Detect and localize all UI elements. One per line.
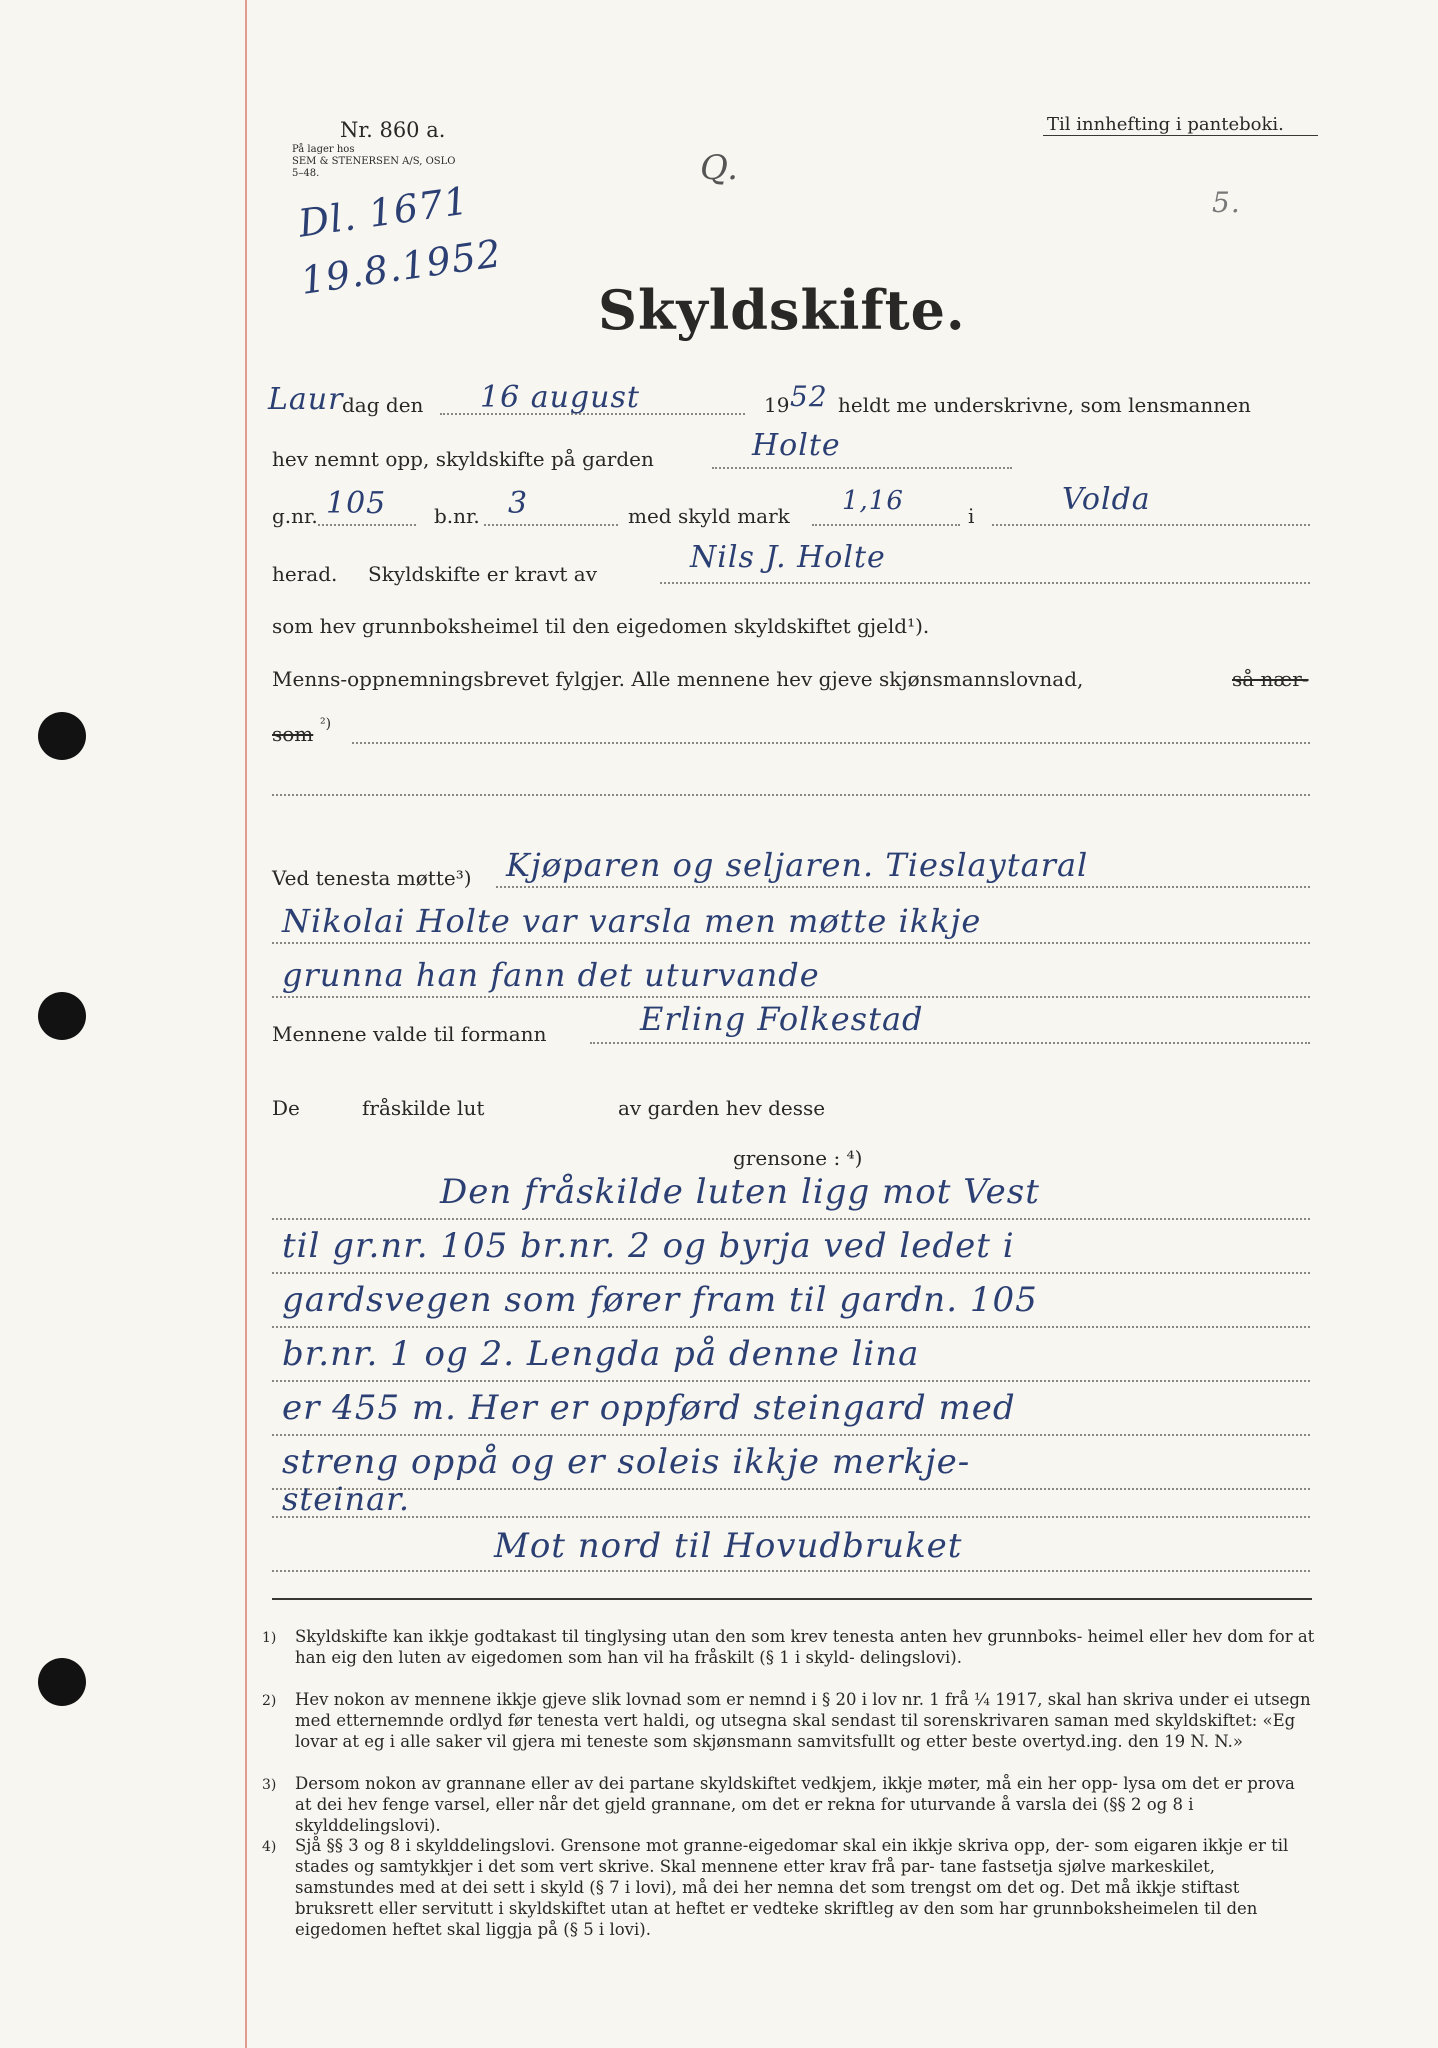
boundary-text-6: streng oppå og er soleis ikkje merkje- — [282, 1442, 971, 1482]
gnr-label: g.nr. — [272, 504, 318, 528]
footnote-ref-2: ²) — [320, 716, 332, 732]
footnote-4-number: 4) — [262, 1839, 277, 1855]
footnote-1-text: Skyldskifte kan ikkje godtakast til tinglysing utan den som krev tenesta anten hev grunnboks- heimel eller hev dom for at han eig den luten av eigedomen som han vil ha fråskilt (§ 1 i skyld- delingslovi). — [295, 1627, 1315, 1667]
heimel-text: som hev grunnboksheimel til den eigedomen skyldskiftet gjeld¹). — [272, 614, 930, 638]
footnote-rule — [272, 1598, 1312, 1600]
year-value: 52 — [790, 380, 828, 413]
boundary-line-7 — [272, 1516, 1310, 1518]
weekday-handwritten: Laur — [268, 382, 344, 417]
boundary-text-2: til gr.nr. 105 br.nr. 2 og byrja ved ledet i — [282, 1226, 1015, 1266]
footnote-3-text: Dersom nokon av grannane eller av dei partane skyldskiftet vedkjem, ikkje møter, må ein her opp- lysa om det er prova at dei hev fenge varsel, eller når det gjeld grannane, om det er rekna for uturvande å varsla dei (§§ 2 og 8 i skylddelingslovi). — [295, 1774, 1295, 1835]
farm-name: Holte — [752, 428, 841, 463]
punch-hole-bottom — [38, 1658, 86, 1706]
mote-text-3: grunna han fann det uturvande — [282, 956, 820, 994]
kravt-label: Skyldskifte er kravt av — [368, 562, 598, 586]
footnote-2-text: Hev nokon av mennene ikkje gjeve slik lovnad som er nemnd i § 20 i lov nr. 1 frå ¼ 1917, skal han skriva under ei utsegn med etternemnde ordlyd før tenesta vert haldi, og utsegna skal sendast til sorenskrivaren saman med skyldskiftet: «Eg lovar at eg i alle saker vil gjera mi teneste som skjønsmann samvitsfullt og etter beste overtyd.ing. den 19 N. N.» — [295, 1690, 1311, 1751]
boundary-text-3: gardsvegen som fører fram til gardn. 105 — [282, 1280, 1038, 1320]
top-right-note: Til innhefting i panteboki. — [1047, 114, 1284, 135]
farm-line — [712, 467, 1012, 469]
skyld-value: 1,16 — [842, 486, 904, 516]
boundary-line-4 — [272, 1380, 1310, 1382]
oppnemning-text: Menns-oppnemningsbrevet fylgjer. Alle mennene hev gjeve skjønsmannslovnad, — [272, 667, 1084, 691]
formann-value: Erling Folkestad — [640, 1000, 924, 1038]
av-garden-label: av garden hev desse — [618, 1096, 826, 1120]
kravt-value: Nils J. Holte — [690, 540, 886, 575]
herad-line — [992, 524, 1310, 526]
margin-line — [245, 0, 247, 2048]
mote-text-2: Nikolai Holte var varsla men møtte ikkje — [282, 902, 982, 940]
weekday-label: dag den — [342, 393, 424, 417]
mote-line-2 — [272, 942, 1310, 944]
struck-text-2: som — [272, 722, 314, 746]
footnote-1-number: 1) — [262, 1630, 277, 1646]
i-label: i — [968, 504, 975, 528]
boundary-text-4: br.nr. 1 og 2. Lengda på denne lina — [282, 1334, 920, 1374]
boundary-text-5: er 455 m. Her er oppførd steingard med — [282, 1388, 1016, 1428]
margin-mark-q: Q. — [700, 148, 739, 188]
boundary-text-8: Mot nord til Hovudbruket — [494, 1526, 963, 1566]
punch-hole-top — [38, 712, 86, 760]
year-prefix: 19 — [764, 393, 790, 417]
gnr-value: 105 — [326, 486, 387, 521]
bnr-value: 3 — [508, 486, 529, 521]
skyld-label: med skyld mark — [628, 504, 790, 528]
boundary-line-5 — [272, 1434, 1310, 1436]
document-title: Skyldskifte. — [598, 278, 966, 342]
empty-line-1 — [352, 742, 1310, 744]
de-label: De — [272, 1096, 300, 1120]
boundary-line-2 — [272, 1272, 1310, 1274]
grensone-label: grensone : ⁴) — [733, 1146, 863, 1170]
skyld-line — [812, 524, 960, 526]
mote-text-1: Kjøparen og seljaren. Tieslaytaral — [506, 846, 1089, 884]
boundary-text-7: steinar. — [282, 1480, 411, 1518]
gnr-line — [318, 524, 416, 526]
margin-mark-5: 5. — [1212, 186, 1241, 219]
farm-label: hev nemnt opp, skyldskifte på garden — [272, 447, 654, 471]
footnote-2-number: 2) — [262, 1693, 277, 1709]
boundary-line-8 — [272, 1570, 1310, 1572]
mote-line-1 — [496, 886, 1310, 888]
kravt-line — [660, 582, 1310, 584]
footnote-4-text: Sjå §§ 3 og 8 i skylddelingslovi. Grensone mot granne-eigedomar skal ein ikkje skriva opp, der- som eigaren ikkje er til stades og samtykkjer i det som vert skrive. Skal mennene etter krav frå par- tane fastsetja sjølve markeskilet, samstundes med at dei sett i skyld (§ 7 i lovi), må dei her nemna det som trengst om det og. Det må ikkje stiftast bruksrett eller servitutt i skyldskiftet utan at heftet er vedteke skriftleg av den som har grunnboksheimelen til den eigedomen heftet skal liggja på (§ 5 i lovi). — [295, 1836, 1289, 1939]
formann-label: Mennene valde til formann — [272, 1022, 547, 1046]
line1-text: heldt me underskrivne, som lensmannen — [838, 393, 1251, 417]
footnote-3-number: 3) — [262, 1777, 277, 1793]
printer-imprint: På lager hos SEM & STENERSEN A/S, OSLO 5–48. — [292, 144, 456, 179]
mote-line-3 — [272, 996, 1310, 998]
boundary-text-1: Den fråskilde luten ligg mot Vest — [440, 1172, 1040, 1212]
boundary-line-3 — [272, 1326, 1310, 1328]
reference-number: Dl. 1671 — [295, 178, 472, 246]
date-value: 16 august — [480, 380, 640, 415]
bnr-line — [484, 524, 618, 526]
formann-line — [590, 1042, 1310, 1044]
boundary-line-1 — [272, 1218, 1310, 1220]
empty-line-2 — [272, 794, 1310, 796]
form-number: Nr. 860 a. — [340, 118, 446, 142]
fraskilde-label: fråskilde lut — [362, 1096, 485, 1120]
herad-label: herad. — [272, 562, 338, 586]
boundary-line-6 — [272, 1488, 1310, 1490]
struck-text-1: så nær- — [1232, 667, 1309, 691]
top-right-underline — [1043, 135, 1318, 136]
punch-hole-middle — [38, 992, 86, 1040]
herad-value: Volda — [1062, 482, 1151, 517]
bnr-label: b.nr. — [434, 504, 480, 528]
mote-label: Ved tenesta møtte³) — [272, 866, 472, 890]
reference-date: 19.8.1952 — [297, 231, 505, 303]
